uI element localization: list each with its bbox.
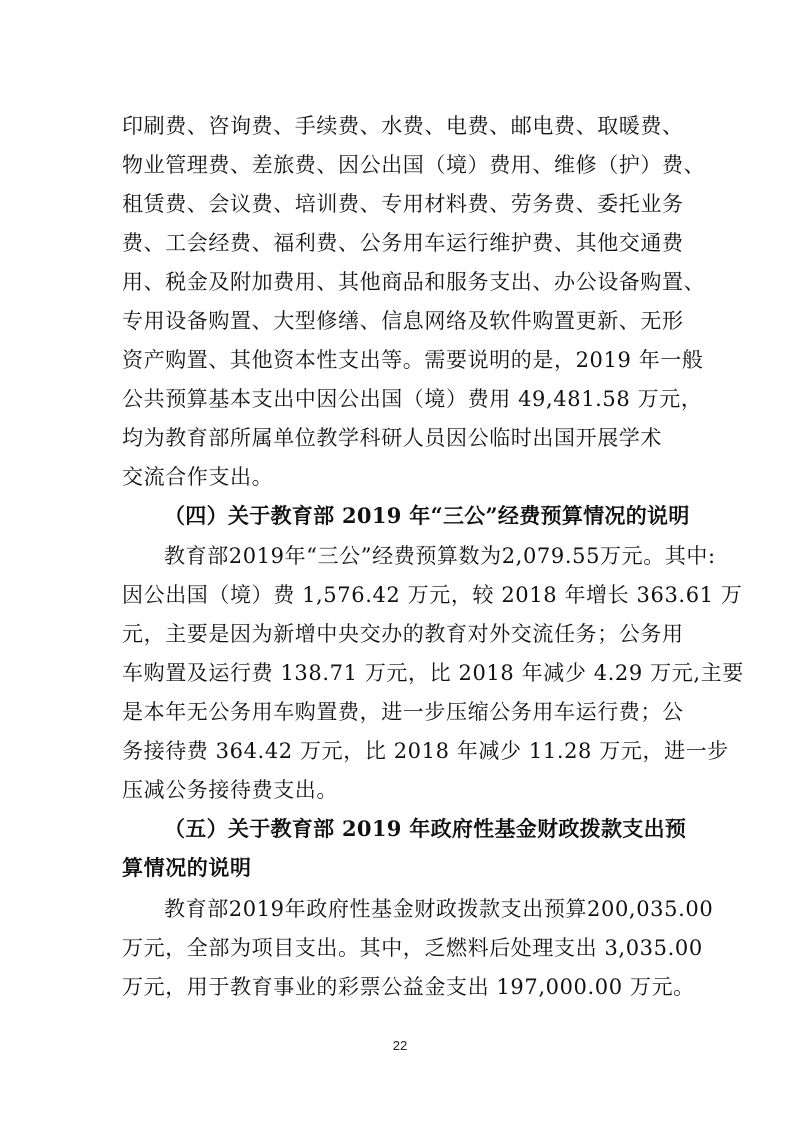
body-text-line: 费、工会经费、福利费、公务用车运行维护费、其他交通费 (122, 231, 684, 255)
body-text-line: 务接待费 364.42 万元，比 2018 年减少 11.28 万元，进一步 (122, 739, 729, 763)
body-text-line: 物业管理费、差旅费、因公出国（境）费用、维修（护）费、 (122, 153, 706, 177)
body-text-line: 租赁费、会议费、培训费、专用材料费、劳务费、委托业务 (122, 192, 684, 216)
page-number: 22 (392, 1038, 408, 1053)
body-text-line: 因公出国（境）费 1,576.42 万元，较 2018 年增长 363.61 万 (122, 583, 743, 607)
body-text-line: 印刷费、咨询费、手续费、水费、电费、邮电费、取暖费、 (122, 114, 684, 138)
body-text-line: 车购置及运行费 138.71 万元，比 2018 年减少 4.29 万元,主要 (122, 661, 744, 685)
body-text-line: 公共预算基本支出中因公出国（境）费用 49,481.58 万元， (122, 387, 703, 411)
body-text-line: 专用设备购置、大型修缮、信息网络及软件购置更新、无形 (122, 309, 684, 333)
body-text-line: 交流合作支出。 (122, 465, 274, 489)
body-text-line: 万元，用于教育事业的彩票公益金支出 197,000.00 万元。 (122, 975, 695, 999)
body-text-line: 是本年无公务用车购置费，进一步压缩公务用车运行费；公 (122, 700, 684, 724)
body-text-line: 教育部2019年政府性基金财政拨款支出预算200,035.00 (164, 897, 714, 921)
body-text-line: 元，主要是因为新增中央交办的教育对外交流任务；公务用 (122, 622, 684, 646)
body-text-line: 压减公务接待费支出。 (122, 778, 338, 802)
section-heading-4: （四）关于教育部 2019 年“三公”经费预算情况的说明 (164, 503, 690, 528)
body-text-line: 用、税金及附加费用、其他商品和服务支出、办公设备购置、 (122, 270, 706, 294)
section-heading-5-continued: 算情况的说明 (122, 855, 252, 880)
body-text-line: 资产购置、其他资本性支出等。需要说明的是，2019 年一般 (122, 348, 704, 372)
section-heading-5: （五）关于教育部 2019 年政府性基金财政拨款支出预 (164, 816, 687, 841)
body-text-line: 均为教育部所属单位教学科研人员因公临时出国开展学术 (122, 426, 662, 450)
body-text-line: 教育部2019年“三公”经费预算数为2,079.55万元。其中: (164, 544, 716, 568)
body-text-line: 万元，全部为项目支出。其中，乏燃料后处理支出 3,035.00 (122, 936, 703, 960)
